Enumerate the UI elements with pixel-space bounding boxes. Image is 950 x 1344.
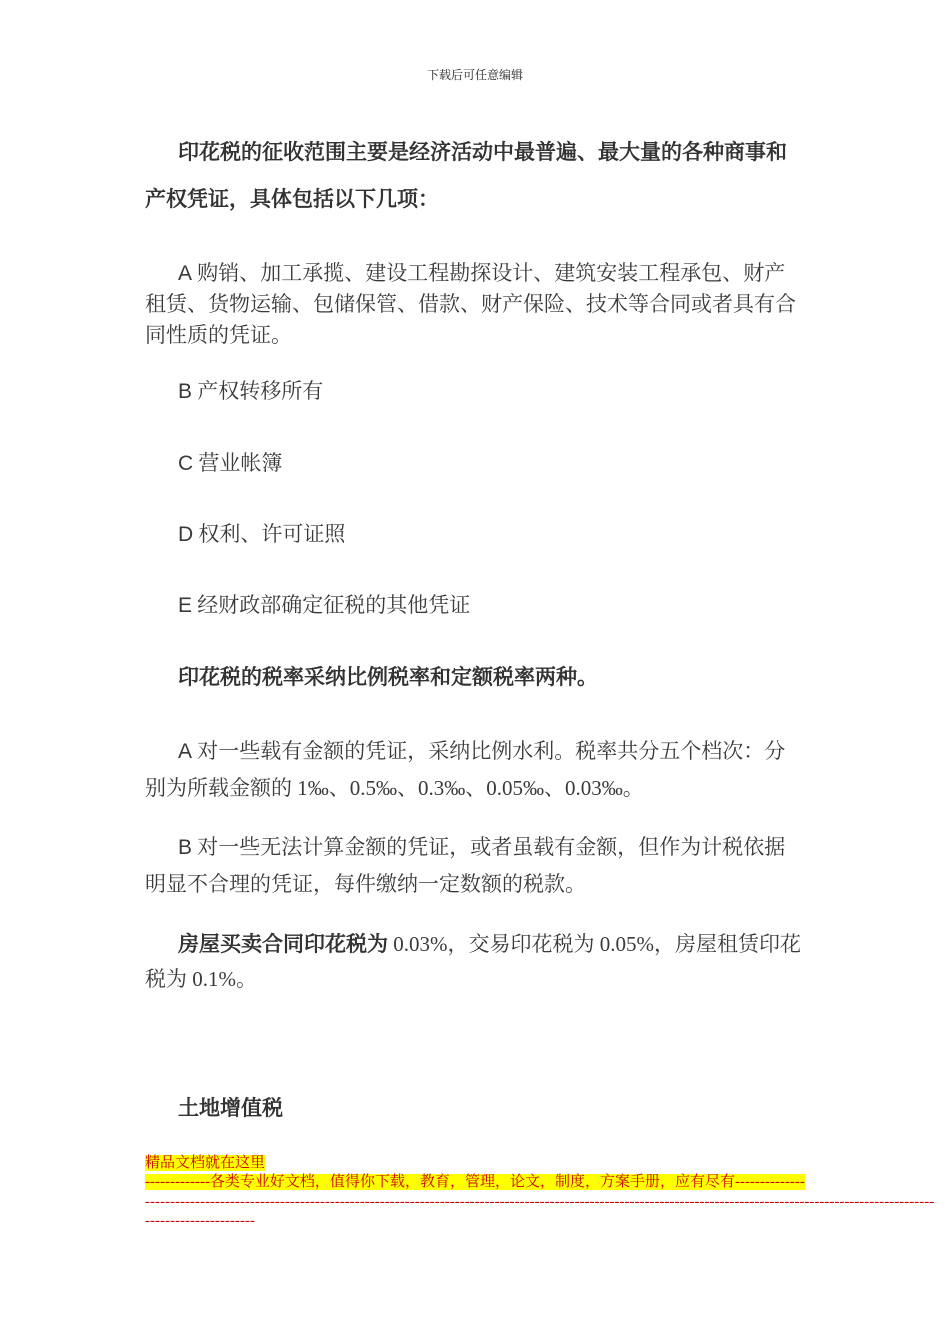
footer-line-3: -------------------------------------------------------------------------------------------------------------------------------------------------------------- [145,1194,935,1210]
footer-line-2: -------------各类专业好文档，值得你下载，教育，管理，论文，制度，方案手册，应有尽有-------------- [145,1174,805,1190]
scope-item-b-text: 产权转移所有 [197,379,324,403]
page-header: 下载后可任意编辑 [426,68,523,82]
scope-item-e [145,590,805,621]
scope-item-a-text: 购销、加工承揽、建设工程勘探设计、建筑安装工程承包、财产租赁、货物运输、包储保管、借款、财产保险、技术等合同或者具有合同性质的凭证。 [145,261,796,347]
scope-item-b-letter: B [178,380,193,403]
rate-item-a-letter: A [178,740,193,763]
rate-heading: 印花税的税率采纳比例税率和定额税率两种。 [178,666,598,689]
intro-line-1: 印花税的征收范围主要是经济活动中最普遍、最大量的各种商事和 [178,141,787,164]
scope-item-c-text: 营业帐簿 [198,451,283,475]
house-tax-bold: 房屋买卖合同印花税为 [178,933,388,956]
footer-line-4: ---------------------- [145,1213,255,1229]
land-tax-heading: 土地增值税 [178,1097,283,1120]
intro-line-2: 产权凭证，具体包括以下几项： [145,188,439,211]
scope-item-b [145,376,805,407]
rate-item-b-text: 对一些无法计算金额的凭证，或者虽载有金额，但作为计税依据明显不合理的凭证，每件缴纳一定数额的税款。 [145,835,786,896]
house-tax-paragraph [145,927,805,996]
scope-item-d [145,519,805,550]
rate-item-a [145,733,805,806]
scope-item-a-letter: A [178,262,193,285]
scope-item-e-letter: E [178,594,193,617]
house-tax-rest: 0.03%，交易印花税为 0.05%，房屋租赁印花税为 0.1%。 [145,932,801,991]
scope-item-c-letter: C [178,452,194,475]
scope-item-a [145,258,805,351]
scope-item-d-letter: D [178,523,194,546]
rate-item-b-letter: B [178,836,193,859]
scope-item-c [145,448,805,479]
scope-item-d-text: 权利、许可证照 [198,522,346,546]
rate-item-a-text: 对一些载有金额的凭证，采纳比例水利。税率共分五个档次：分别为所载金额的 1‰、0.5‰、0.3‰、0.05‰、0.03‰。 [145,739,786,800]
intro-paragraph [145,138,805,215]
footer-promo [145,1154,935,1231]
footer-line-1: 精品文档就在这里 [145,1155,266,1171]
rate-item-b [145,829,805,902]
scope-item-e-text: 经财政部确定征税的其他凭证 [197,593,471,617]
